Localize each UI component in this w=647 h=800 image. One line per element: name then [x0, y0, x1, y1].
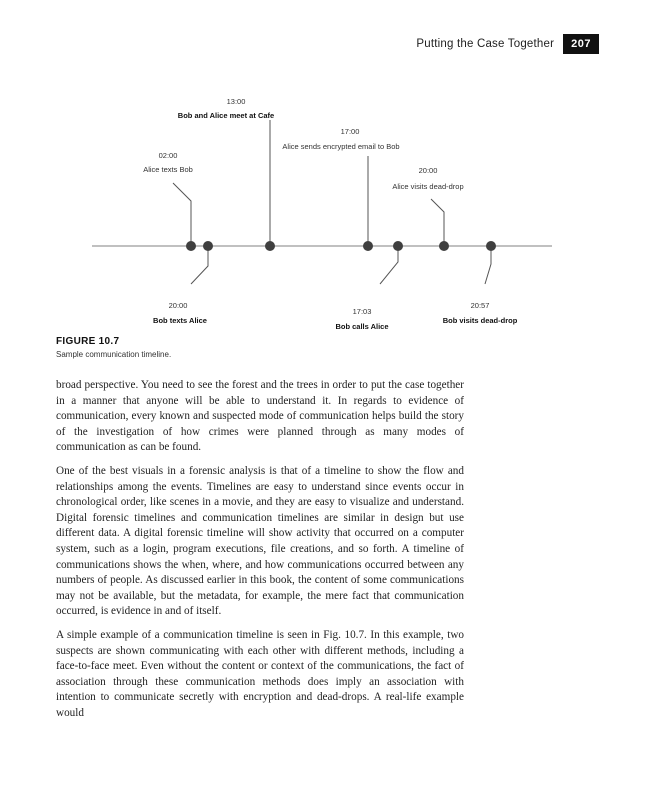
- timeline-event: [392, 166, 463, 251]
- event-marker: [486, 241, 496, 251]
- event-connector: [191, 246, 208, 284]
- event-connector: [380, 246, 398, 284]
- event-time: 13:00: [226, 97, 246, 106]
- event-description: Alice texts Bob: [143, 165, 193, 174]
- timeline-figure: [0, 88, 647, 338]
- body-paragraph: broad perspective. You need to see the forest and the trees in order to put the case together in a manner that anyone will be able to understand it. In regards to evidence of communication, every known and suspected mode of communication helps build the story of the investigation of how crimes were planned through as many modes of communication as can be found.: [56, 379, 464, 454]
- timeline-event: [335, 241, 403, 331]
- event-connector: [431, 199, 444, 246]
- event-time: 20:57: [470, 301, 490, 310]
- timeline-event: [153, 241, 213, 325]
- event-description: Bob and Alice meet at Cafe: [177, 111, 275, 120]
- event-marker: [393, 241, 403, 251]
- event-description: Bob texts Alice: [153, 316, 207, 325]
- event-time: 17:03: [352, 307, 372, 316]
- timeline-event: [443, 241, 518, 325]
- event-time: 20:00: [418, 166, 438, 175]
- event-marker: [186, 241, 196, 251]
- event-marker: [265, 241, 275, 251]
- event-time: 02:00: [158, 151, 178, 160]
- timeline-event: [282, 127, 399, 251]
- figure-caption: [56, 336, 171, 359]
- event-description: Alice sends encrypted email to Bob: [282, 142, 400, 151]
- body-paragraph: A simple example of a communication timeline is seen in Fig. 10.7. In this example, two suspects are shown communicating with each other with different methods, including a face-to-face meet. Even without the content or context of the communications, the fact of association through these communication methods does imply an association with intention to communicate secretly with encryption and dead-drops. A real-life example would: [56, 628, 464, 719]
- event-time: 17:00: [340, 127, 360, 136]
- figure-caption-text: Sample communication timeline.: [56, 350, 172, 359]
- event-connector: [173, 183, 191, 246]
- event-description: Alice visits dead-drop: [392, 182, 464, 191]
- body-paragraph: One of the best visuals in a forensic analysis is that of a timeline to show the flow and relationships among the events. Timelines are easy to understand since events occur in chronological order, like scenes in a movie, and they are easy to visualize and understand. Digital forensic timelines and communication timelines are similar in design but use different data. A digital forensic timeline will show activity that occurred on a computer system, such as a login, program executions, file creations, and so forth. A timeline of communications shows the when, where, and how communications occurred between any numbers of people. As discussed earlier in this book, the content of some communications may not be available, but the metadata, for example, the mere fact that communication occurred, is evidence in and of itself.: [56, 464, 464, 618]
- running-head: [416, 34, 599, 54]
- page-number: 207: [563, 34, 599, 54]
- body-text: [56, 378, 464, 729]
- timeline-event: [178, 97, 275, 251]
- running-title: Putting the Case Together: [416, 38, 555, 50]
- event-marker: [363, 241, 373, 251]
- event-marker: [203, 241, 213, 251]
- event-connector: [485, 246, 491, 284]
- event-marker: [439, 241, 449, 251]
- event-description: Bob calls Alice: [335, 322, 389, 331]
- event-description: Bob visits dead-drop: [442, 316, 518, 325]
- figure-label: FIGURE 10.7: [56, 336, 120, 347]
- timeline-event: [143, 151, 196, 251]
- event-time: 20:00: [168, 301, 188, 310]
